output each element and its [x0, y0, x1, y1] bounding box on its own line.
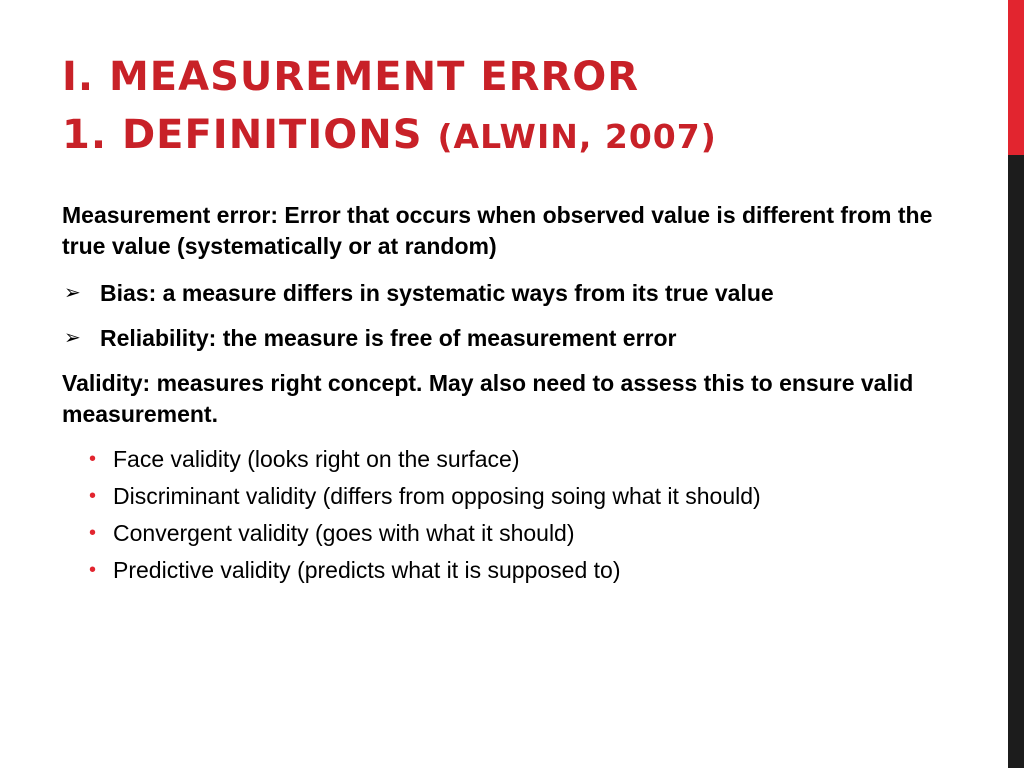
title-line-1: I. MEASUREMENT ERROR	[62, 54, 640, 100]
sub-item-bias	[62, 278, 962, 309]
bullet-dot-icon: •	[89, 559, 97, 581]
title-citation: (ALWIN, 2007)	[437, 117, 717, 156]
bullet-dot-icon: •	[89, 485, 97, 507]
list-item-text: Predictive validity (predicts what it is supposed to)	[113, 557, 621, 583]
validity-paragraph: Validity: measures right concept. May also need to assess this to ensure valid measurement.	[62, 370, 914, 427]
definition-paragraph: Measurement error: Error that occurs when observed value is different from the true value (systematically or at random)	[62, 202, 933, 259]
bullet-dot-icon: •	[89, 522, 97, 544]
slide-title	[62, 48, 992, 166]
title-line-2	[62, 106, 992, 166]
list-item-text: Face validity (looks right on the surface)	[113, 446, 520, 472]
list-item	[89, 481, 962, 512]
list-item	[89, 518, 962, 549]
sub-item-reliability	[62, 323, 962, 354]
title-definitions: 1. DEFINITIONS	[62, 112, 423, 158]
accent-bar-red	[1008, 0, 1024, 155]
sub-item-text: Bias: a measure differs in systematic ways from its true value	[100, 280, 774, 306]
slide-content	[62, 200, 962, 592]
list-item	[89, 444, 962, 475]
list-item-text: Discriminant validity (differs from opposing soing what it should)	[113, 483, 761, 509]
arrow-right-icon: ➢	[64, 327, 81, 349]
list-item-text: Convergent validity (goes with what it should)	[113, 520, 575, 546]
list-item	[89, 555, 962, 586]
bullet-dot-icon: •	[89, 448, 97, 470]
accent-bar-black	[1008, 155, 1024, 768]
validity-types-list	[62, 444, 962, 586]
arrow-right-icon: ➢	[64, 282, 81, 304]
sub-item-text: Reliability: the measure is free of measurement error	[100, 325, 677, 351]
